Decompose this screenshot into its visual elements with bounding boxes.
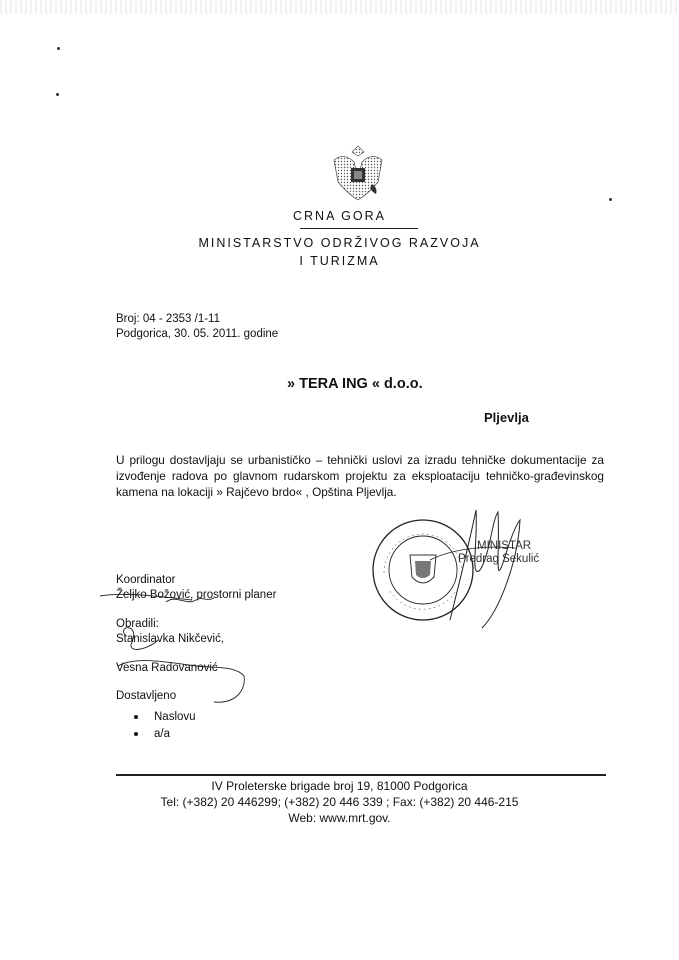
bullet-icon — [134, 732, 138, 736]
delivered-label: Dostavljeno — [116, 690, 177, 702]
minister-signature-icon — [420, 500, 530, 635]
footer-address: IV Proleterske brigade broj 19, 81000 Podgorica — [211, 779, 468, 793]
delivery-item-label: Naslovu — [154, 711, 196, 723]
recipient-city: Pljevlja — [484, 410, 529, 425]
footer-divider — [116, 774, 606, 776]
scan-speck — [56, 93, 59, 96]
coordinator-name: Željko Božović, prostorni planer — [116, 589, 277, 601]
coordinator-label: Koordinator — [116, 574, 176, 586]
scan-speck — [57, 47, 60, 50]
scan-artifact-strip — [0, 0, 679, 14]
prepared-by-label: Obradili: — [116, 618, 159, 630]
delivery-item — [134, 711, 196, 723]
ministry-name-line1: MINISTARSTVO ODRŽIVOG RAZVOJA — [198, 236, 481, 250]
header-divider — [300, 228, 418, 229]
signatory-name: Predrag Sekulić — [458, 553, 540, 565]
preparer-name: Stanislavka Nikčević, — [116, 633, 225, 645]
bullet-icon — [134, 715, 138, 719]
letter-body: U prilogu dostavljaju se urbanističko – tehnički uslovi za izradu tehničke dokumentacije za izvođenje radova po glavnom rudarskom projektu za eksploataciju tehničko-građevinskog kamena na lokaciji » Rajčevo brdo« , Opština Pljevlja. — [116, 453, 604, 499]
reference-number: Broj: 04 - 2353 /1-11 — [116, 313, 220, 325]
place-date: Podgorica, 30. 05. 2011. godine — [116, 328, 279, 340]
delivery-item — [134, 728, 170, 740]
country-name: CRNA GORA — [292, 209, 386, 223]
handwritten-initials-icon — [96, 566, 256, 706]
delivery-item-label: a/a — [154, 728, 170, 740]
footer-phones: Tel: (+382) 20 446299; (+382) 20 446 339 ; Fax: (+382) 20 446-215 — [160, 795, 519, 809]
coat-of-arms-icon — [328, 142, 388, 206]
preparer-name: Vesna Radovanović — [116, 662, 218, 674]
ministry-name-line2: I TURIZMA — [299, 254, 380, 268]
signatory-title: MINISTAR — [477, 540, 532, 552]
scan-speck — [609, 198, 612, 201]
recipient-company: » TERA ING « d.o.o. — [287, 376, 423, 392]
footer-web: Web: www.mrt.gov. — [288, 811, 391, 825]
